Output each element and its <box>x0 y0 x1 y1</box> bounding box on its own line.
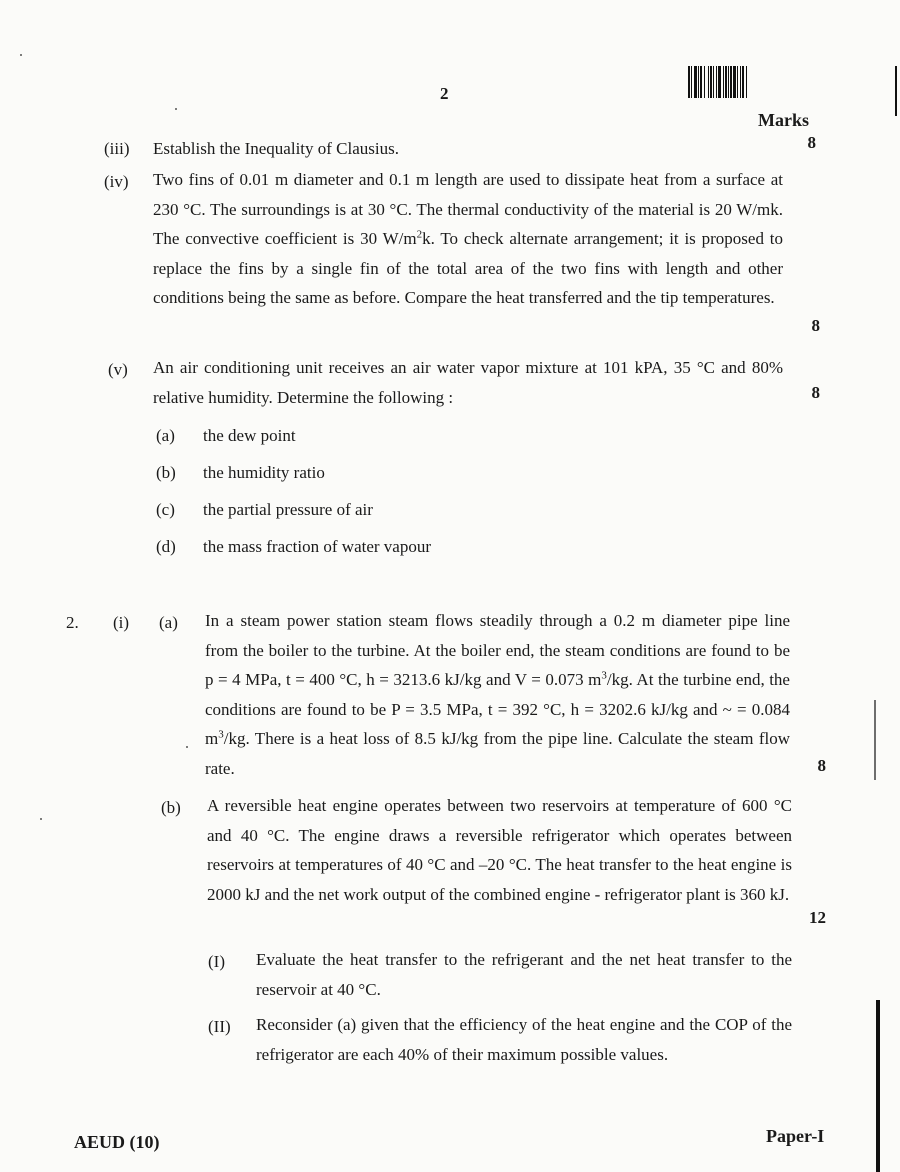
scan-edge-mark <box>895 66 897 116</box>
q1-iv-marks: 8 <box>811 316 820 335</box>
q2-b-sub-i-label: (I) <box>208 952 225 971</box>
q1-v-item-d-text: the mass fraction of water vapour <box>203 537 431 556</box>
footer-code: AEUD (10) <box>74 1132 160 1152</box>
q1-v-item-d-label: (d) <box>156 537 176 556</box>
page-number: 2 <box>440 84 449 103</box>
q1-v-item-b-text: the humidity ratio <box>203 463 325 482</box>
q1-v-text: An air conditioning unit receives an air water vapor mixture at 101 kPA, 35 °C and 80% relative humidity. Determine the following : <box>153 358 783 407</box>
q1-iv-text: Two fins of 0.01 m diameter and 0.1 m length are used to dissipate heat from a surface at 230 °C. The surroundings is at 30 °C. The thermal conductivity of the material is 20 W/mk. The convective coefficient is 30 $W/m^2k$. To check alternate arrangement; it is proposed to replace the fins by a single fin of the total area of the two fins with length and other conditions being the same as before. Compare the heat transferred and the tip temperatures. <box>153 170 784 308</box>
q1-v-item-c-text: the partial pressure of air <box>203 500 373 519</box>
q1-iv-label: (iv) <box>104 172 129 191</box>
scan-edge-mark <box>874 700 876 780</box>
q2-part-i-label: (i) <box>113 613 130 632</box>
q2-b-label: (b) <box>161 798 181 817</box>
footer-paper: Paper-I <box>766 1126 825 1146</box>
q2-number: 2. <box>66 613 79 632</box>
q2-b-text: A reversible heat engine operates between two reservoirs at temperature of 600 °C and 40 °C. The engine draws a reversible refrigerator which operates between reservoirs at temperatures of 40 °C and –20 °C. The heat transfer to the heat engine is 2000 kJ and the net work output of the combined engine - refrigerator plant is 360 kJ. <box>207 796 792 904</box>
q1-v-item-c-label: (c) <box>156 500 175 519</box>
scan-speck <box>186 746 188 748</box>
q2-b-sub-i-text: Evaluate the heat transfer to the refrigerant and the net heat transfer to the reservoir at 40 °C. <box>256 950 792 999</box>
q1-v-label: (v) <box>108 360 128 379</box>
q2-a-marks: 8 <box>817 756 826 775</box>
q2-b-sub-ii-label: (II) <box>208 1017 231 1036</box>
scan-speck <box>40 818 42 820</box>
q2-a-text: In a steam power station steam flows steadily through a 0.2 m diameter pipe line from the boiler to the turbine. At the boiler end, the steam conditions are found to be p = 4 MPa, t = 400 °C, h = 3213.6 kJ/kg and V = 0.073 $m^3/kg$. At the turbine end, the conditions are found to be P = 3.5 MPa, t = 392 °C, h = 3202.6 kJ/kg and ~ = 0.084 $m^3/kg$. There is a heat loss of 8.5 kJ/kg from the pipe line. Calculate the steam flow rate. <box>205 611 790 778</box>
marks-heading: Marks <box>758 110 809 130</box>
q1-iii-marks: 8 <box>807 133 816 152</box>
scan-speck <box>20 54 22 56</box>
scan-speck <box>175 108 177 110</box>
q2-b-marks: 12 <box>809 908 826 927</box>
barcode <box>688 66 812 98</box>
q1-v-item-b-label: (b) <box>156 463 176 482</box>
q1-iii-text: Establish the Inequality of Clausius. <box>153 139 399 158</box>
q1-iii-label: (iii) <box>104 139 130 158</box>
q2-b-sub-ii-text: Reconsider (a) given that the efficiency of the heat engine and the COP of the refrigerator are each 40% of their maximum possible values. <box>256 1015 792 1064</box>
q2-a-label: (a) <box>159 613 178 632</box>
scan-edge-mark <box>876 1000 880 1172</box>
q1-v-item-a-label: (a) <box>156 426 175 445</box>
q1-v-marks: 8 <box>811 383 820 402</box>
q1-v-item-a-text: the dew point <box>203 426 296 445</box>
